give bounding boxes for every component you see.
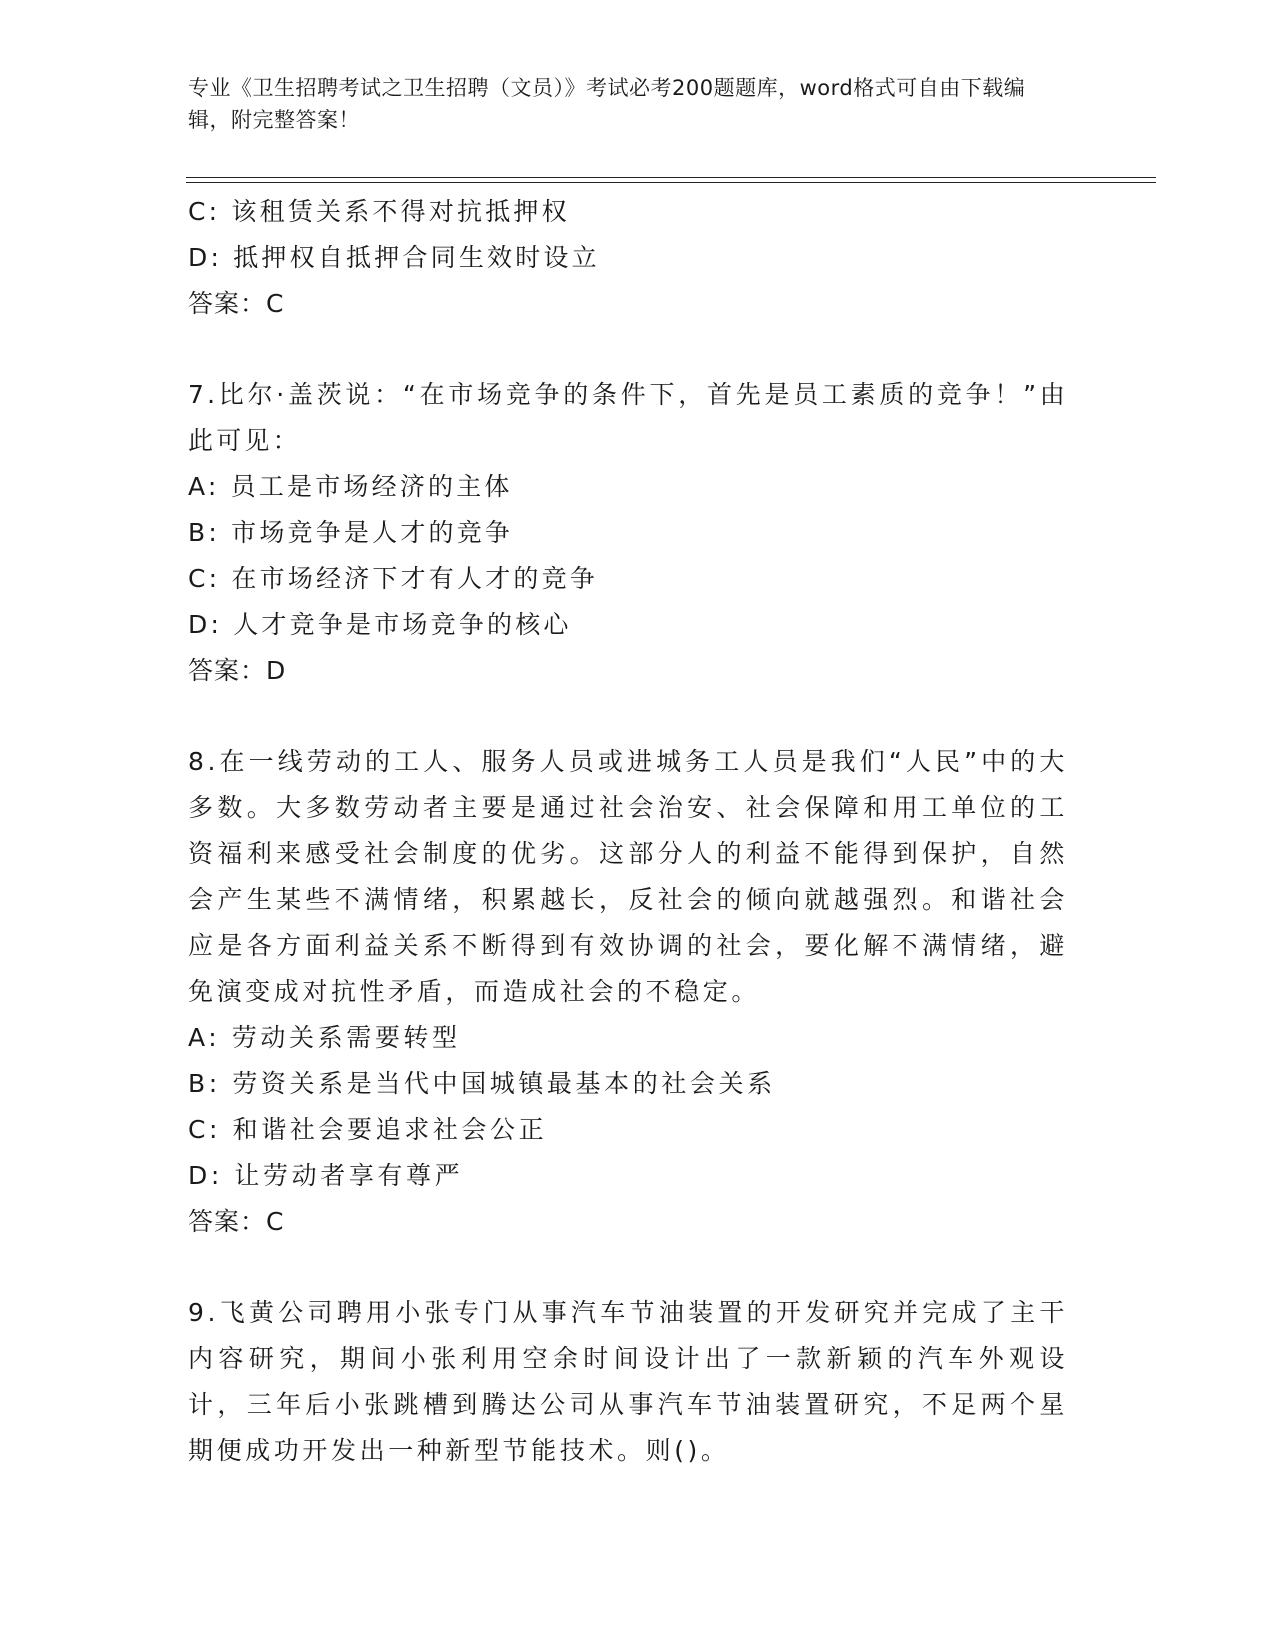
question-7 (188, 372, 1068, 694)
option-d: D: 抵押权自抵押合同生效时设立 (188, 243, 600, 272)
question-stem: 9.飞黄公司聘用小张专门从事汽车节油装置的开发研究并完成了主干内容研究，期间小张利用空余时间设计出了一款新颖的汽车外观设计，三年后小张跳槽到腾达公司从事汽车节油装置研究，不足两个星期便成功开发出一种新型节能技术。则()。 (188, 1298, 1068, 1465)
document-header (188, 72, 1068, 136)
question-9 (188, 1290, 1068, 1474)
answer: 答案：D (188, 656, 287, 685)
question-8 (188, 739, 1068, 1245)
option-c: C: 和谐社会要追求社会公正 (188, 1115, 548, 1144)
header-text: 专业《卫生招聘考试之卫生招聘（文员）》考试必考200题题库，word格式可自由下载编辑，附完整答案！ (188, 76, 1026, 132)
option-b: B: 劳资关系是当代中国城镇最基本的社会关系 (188, 1069, 776, 1098)
question-6-tail (188, 189, 1068, 327)
option-a: A: 劳动关系需要转型 (188, 1023, 461, 1052)
answer: 答案：C (188, 289, 285, 318)
option-d: D: 人才竞争是市场竞争的核心 (188, 610, 572, 639)
option-a: A: 员工是市场经济的主体 (188, 472, 513, 501)
header-divider-top (186, 177, 1156, 178)
option-c: C: 该租赁关系不得对抗抵押权 (188, 197, 570, 226)
document-body (188, 189, 1068, 1474)
option-c: C: 在市场经济下才有人才的竞争 (188, 564, 599, 593)
option-d: D: 让劳动者享有尊严 (188, 1161, 464, 1190)
question-stem: 7.比尔·盖茨说：“在市场竞争的条件下，首先是员工素质的竞争！”由此可见： (188, 380, 1068, 455)
option-b: B: 市场竞争是人才的竞争 (188, 518, 514, 547)
question-stem: 8.在一线劳动的工人、服务人员或进城务工人员是我们“人民”中的大多数。大多数劳动者主要是通过社会治安、社会保障和用工单位的工资福利来感受社会制度的优劣。这部分人的利益不能得到保护，自然会产生某些不满情绪，积累越长，反社会的倾向就越强烈。和谐社会应是各方面利益关系不断得到有效协调的社会，要化解不满情绪，避免演变成对抗性矛盾，而造成社会的不稳定。 (188, 747, 1068, 1006)
answer: 答案：C (188, 1207, 285, 1236)
header-divider-bottom (186, 182, 1156, 183)
